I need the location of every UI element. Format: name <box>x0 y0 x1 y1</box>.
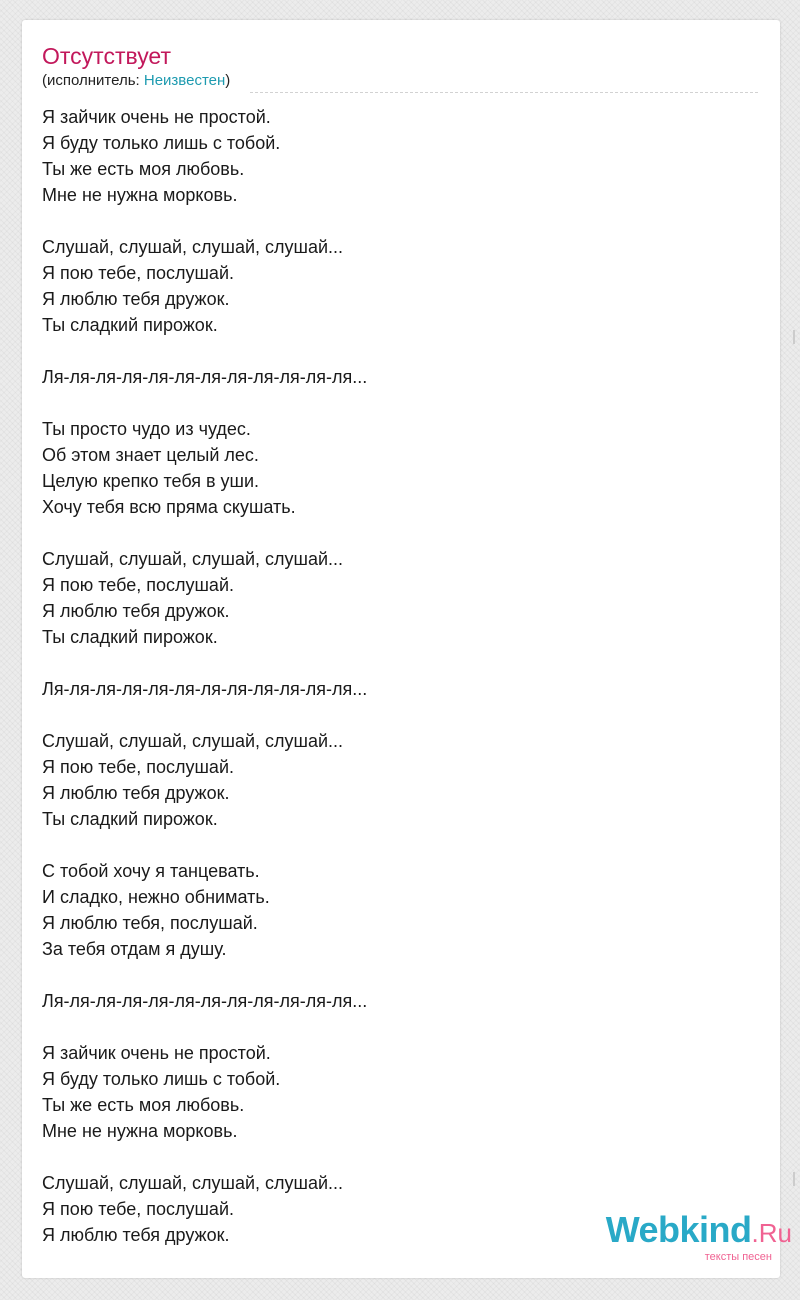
lyrics-card <box>22 20 780 1278</box>
lyrics-line: Я пою тебе, послушай. <box>42 575 234 595</box>
lyrics-line: Ля-ля-ля-ля-ля-ля-ля-ля-ля-ля-ля-ля... <box>42 991 368 1011</box>
artist-link[interactable]: Неизвестен <box>143 72 226 89</box>
lyrics-line: Я люблю тебя дружок. <box>42 1225 230 1245</box>
lyrics-line: Я буду только лишь с тобой. <box>42 1069 281 1089</box>
lyrics-stanza <box>42 676 742 702</box>
lyrics-line: Ля-ля-ля-ля-ля-ля-ля-ля-ля-ля-ля-ля... <box>42 367 368 387</box>
lyrics-line: Я люблю тебя дружок. <box>42 783 230 803</box>
artist-line <box>42 72 230 90</box>
lyrics-stanza <box>42 858 742 962</box>
lyrics-line: Я буду только лишь с тобой. <box>42 133 281 153</box>
lyrics-line: И сладко, нежно обнимать. <box>42 887 270 907</box>
lyrics-line: Ты сладкий пирожок. <box>42 315 218 335</box>
lyrics-stanza <box>42 416 742 520</box>
lyrics-stanza <box>42 364 742 390</box>
lyrics-line: Я пою тебе, послушай. <box>42 263 234 283</box>
lyrics-stanza <box>42 1040 742 1144</box>
scroll-marker <box>793 330 795 344</box>
lyrics-line: За тебя отдам я душу. <box>42 939 227 959</box>
webkind-logo[interactable] <box>605 1209 792 1263</box>
song-title: Отсутствует <box>42 43 171 69</box>
lyrics-line: Мне не нужна морковь. <box>42 1121 238 1141</box>
scroll-marker <box>793 1172 795 1186</box>
lyrics-line: Ты же есть моя любовь. <box>42 159 245 179</box>
artist-suffix: ) <box>225 72 231 89</box>
lyrics-line: Хочу тебя всю пряма скушать. <box>42 497 296 517</box>
lyrics-line: Ля-ля-ля-ля-ля-ля-ля-ля-ля-ля-ля-ля... <box>42 679 368 699</box>
lyrics-line: Ты сладкий пирожок. <box>42 627 218 647</box>
logo-tagline: тексты песен <box>704 1251 772 1263</box>
logo-suffix-text: .Ru <box>751 1218 792 1248</box>
lyrics-line: Я люблю тебя дружок. <box>42 289 230 309</box>
lyrics-line: Я пою тебе, послушай. <box>42 1199 234 1219</box>
lyrics-line: С тобой хочу я танцевать. <box>42 861 260 881</box>
lyrics-line: Ты же есть моя любовь. <box>42 1095 245 1115</box>
lyrics-line: Я люблю тебя дружок. <box>42 601 230 621</box>
lyrics-line: Слушай, слушай, слушай, слушай... <box>42 1173 344 1193</box>
lyrics-line: Ты просто чудо из чудес. <box>42 419 251 439</box>
lyrics-line: Мне не нужна морковь. <box>42 185 238 205</box>
lyrics-line: Я пою тебе, послушай. <box>42 757 234 777</box>
lyrics-line: Я люблю тебя, послушай. <box>42 913 258 933</box>
lyrics-stanza <box>42 546 742 650</box>
lyrics-line: Ты сладкий пирожок. <box>42 809 218 829</box>
lyrics-line: Я зайчик очень не простой. <box>42 107 271 127</box>
lyrics-stanza <box>42 234 742 338</box>
lyrics-text <box>42 104 742 1274</box>
lyrics-line: Целую крепко тебя в уши. <box>42 471 260 491</box>
dotted-divider <box>250 92 758 93</box>
lyrics-line: Я зайчик очень не простой. <box>42 1043 271 1063</box>
lyrics-line: Об этом знает целый лес. <box>42 445 259 465</box>
artist-prefix: (исполнитель: <box>42 72 144 89</box>
lyrics-stanza <box>42 988 742 1014</box>
lyrics-stanza <box>42 728 742 832</box>
lyrics-line: Слушай, слушай, слушай, слушай... <box>42 731 344 751</box>
lyrics-stanza <box>42 104 742 208</box>
lyrics-line: Слушай, слушай, слушай, слушай... <box>42 549 344 569</box>
lyrics-line: Слушай, слушай, слушай, слушай... <box>42 237 344 257</box>
logo-main-text: Webkind <box>605 1209 752 1250</box>
